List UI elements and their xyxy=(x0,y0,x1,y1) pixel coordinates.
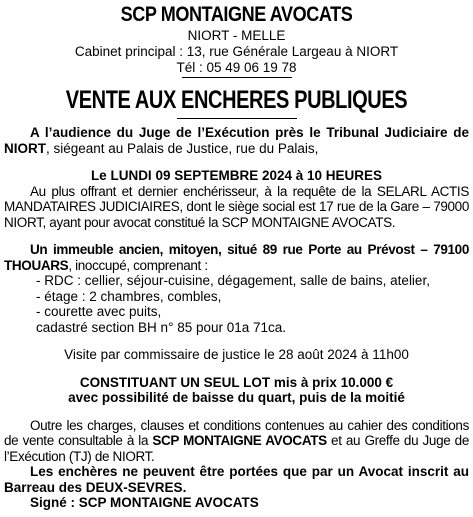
property-room-item: - courette avec puits, xyxy=(36,304,162,319)
auction-date: Le LUNDI 09 SEPTEMBRE 2024 à 10 HEURES xyxy=(90,168,383,183)
firm-locations: NIORT - MELLE xyxy=(187,28,286,43)
conditions-text: Outre les charges, clauses et conditions contenues au cahier des conditions de vente consultable à la xyxy=(4,417,469,448)
property-cadastre: cadastré section BH n° 85 pour 01a 71ca. xyxy=(36,319,287,335)
property-status: , inoccupé, comprenant : xyxy=(68,257,208,273)
bar-notice: Les enchères ne peuvent être portées que par un Avocat inscrit au Barreau des DEUX-SEVRES. xyxy=(4,464,469,495)
conditions-firm: SCP MONTAIGNE AVOCATS xyxy=(152,433,327,448)
conditions-court: et au Greffe du Juge de l’Exécution (TJ) de NIORT. xyxy=(4,433,469,464)
property-room-item: - étage : 2 chambres, combles, xyxy=(36,288,222,304)
signature: Signé : SCP MONTAIGNE AVOCATS xyxy=(30,495,259,510)
notice-title: VENTE AUX ENCHERES PUBLIQUES xyxy=(65,86,408,114)
hearing-paragraph xyxy=(4,125,469,156)
firm-name: SCP MONTAIGNE AVOCATS xyxy=(120,3,353,26)
conditions-paragraph xyxy=(4,418,469,465)
hearing-venue: , siégeant au Palais de Justice, rue du Palais, xyxy=(46,140,319,156)
title-divider xyxy=(177,118,297,119)
firm-address: Cabinet principal : 13, rue Générale Largeau à NIORT xyxy=(74,44,399,59)
property-paragraph xyxy=(4,242,469,273)
property-room-item: - RDC : cellier, séjour-cuisine, dégagement, salle de bains, atelier, xyxy=(36,273,430,288)
bidder-paragraph: Au plus offrant et dernier enchérisseur, à la requête de la SELARL ACTIS MANDATAIRES JUDICIAIRES, dont le siège social est 17 rue de la Gare – 79000 NIORT, ayant pour avocat constitué la SCP MONTAIGNE AVOCATS. xyxy=(4,183,469,230)
visit-info: Visite par commissaire de justice le 28 août 2024 à 11h00 xyxy=(64,347,409,362)
firm-phone: Tél : 05 49 06 19 78 xyxy=(176,60,297,75)
lot-price: CONSTITUANT UN SEUL LOT mis à prix 10.000 € xyxy=(79,374,394,390)
property-description: Un immeuble ancien, mitoyen, situé 89 rue Porte au Prévost – 79100 THOUARS xyxy=(4,242,469,273)
header-divider xyxy=(182,77,292,78)
lot-price-reduction: avec possibilité de baisse du quart, puis de la moitié xyxy=(68,390,405,405)
hearing-court: A l’audience du Juge de l’Exécution près le Tribunal Judiciaire de NIORT xyxy=(4,125,469,156)
